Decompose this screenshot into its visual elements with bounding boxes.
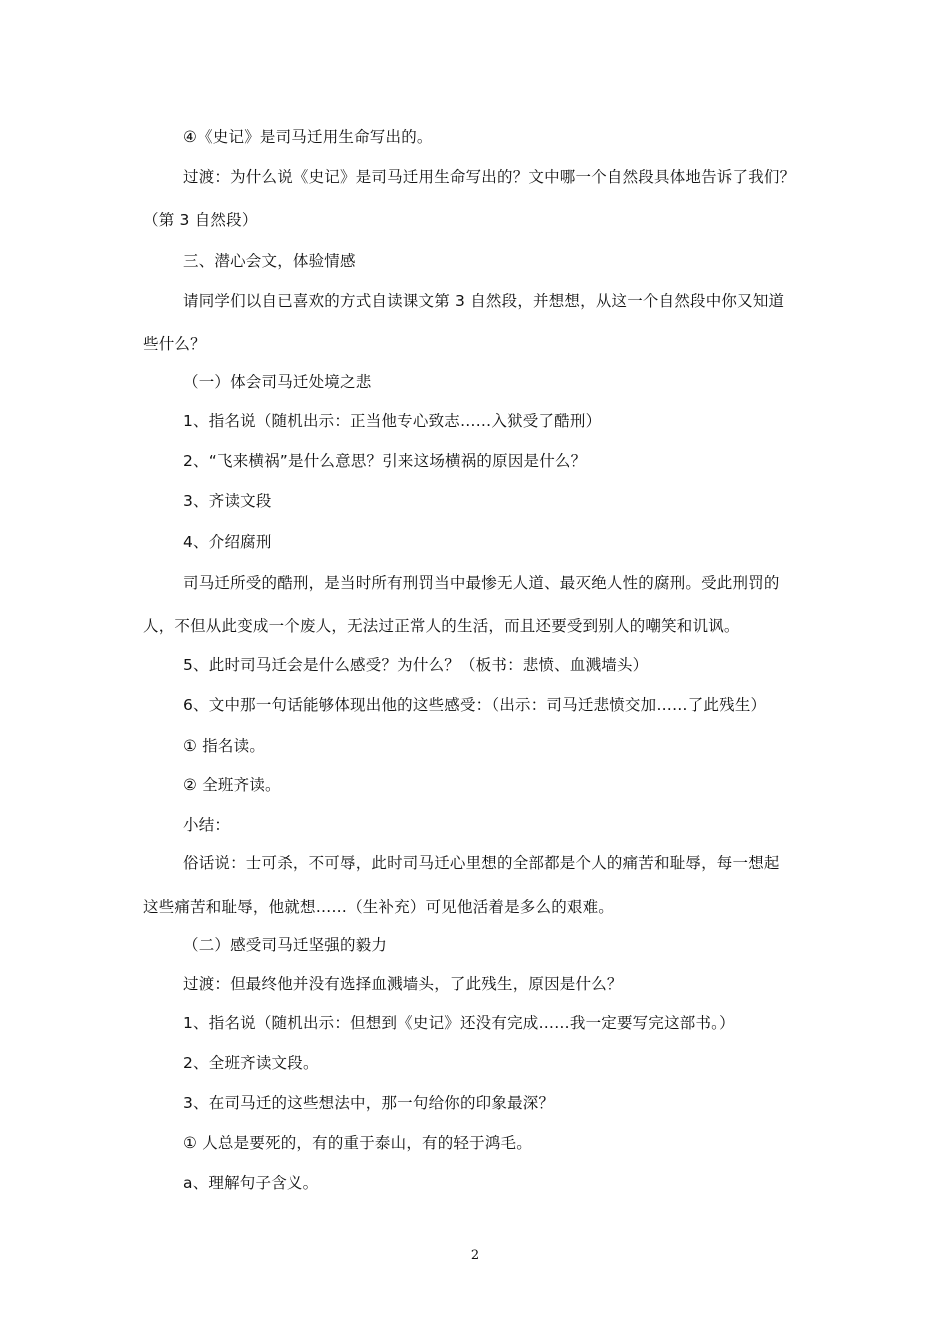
text-line: 司马迁所受的酷刑，是当时所有刑罚当中最惨无人道、最灭绝人性的腐刑。受此刑罚的 (183, 574, 780, 592)
page-number: 2 (470, 1248, 480, 1263)
text-line: 过渡：但最终他并没有选择血溅墙头，了此残生，原因是什么？ (183, 975, 623, 993)
text-line: ① 指名读。 (183, 737, 266, 755)
text-line: 3、齐读文段 (183, 492, 272, 510)
subsection-heading: （一）体会司马迁处境之悲 (183, 373, 372, 391)
text-line: ④《史记》是司马迁用生命写出的。 (183, 128, 433, 146)
text-line: 4、介绍腐刑 (183, 533, 272, 551)
subsection-heading: （二）感受司马迁坚强的毅力 (183, 936, 388, 954)
text-line: 这些痛苦和耻辱，他就想……（生补充）可见他活着是多么的艰难。 (143, 898, 615, 916)
text-line: ② 全班齐读。 (183, 776, 281, 794)
text-line: 请同学们以自已喜欢的方式自读课文第 3 自然段，并想想，从这一个自然段中你又知道 (183, 292, 785, 310)
text-line: 2、“飞来横祸”是什么意思？引来这场横祸的原因是什么？ (183, 452, 587, 470)
text-line: ① 人总是要死的，有的重于泰山，有的轻于鸿毛。 (183, 1134, 532, 1152)
text-line: 人，不但从此变成一个废人，无法过正常人的生活，而且还要受到别人的嘲笑和讥讽。 (143, 617, 740, 635)
text-line: （第 3 自然段） (143, 211, 258, 229)
text-line: a、理解句子含义。 (183, 1174, 319, 1192)
text-line: 过渡：为什么说《史记》是司马迁用生命写出的？文中哪一个自然段具体地告诉了我们？ (183, 168, 796, 186)
text-line: 些什么？ (143, 335, 206, 353)
section-heading: 三、潜心会文，体验情感 (183, 252, 356, 270)
text-line: 1、指名说（随机出示：但想到《史记》还没有完成……我一定要写完这部书。） (183, 1014, 735, 1032)
text-line: 小结： (183, 816, 231, 834)
text-line: 俗话说：士可杀，不可辱，此时司马迁心里想的全部都是个人的痛苦和耻辱，每一想起 (183, 854, 780, 872)
text-line: 2、全班齐读文段。 (183, 1054, 319, 1072)
text-line: 3、在司马迁的这些想法中，那一句给你的印象最深？ (183, 1094, 555, 1112)
text-line: 1、指名说（随机出示：正当他专心致志……入狱受了酷刑） (183, 412, 602, 430)
text-line: 6、文中那一句话能够体现出他的这些感受：（出示：司马迁悲愤交加……了此残生） (183, 696, 767, 714)
text-line: 5、此时司马迁会是什么感受？为什么？（板书：悲愤、血溅墙头） (183, 656, 649, 674)
